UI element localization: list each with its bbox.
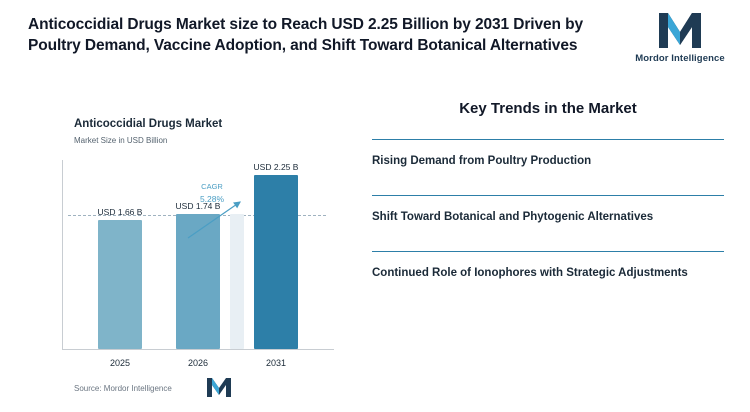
- mordor-logo-icon: [657, 10, 703, 50]
- chart-panel: [28, 108, 346, 404]
- key-trends-panel: [372, 100, 724, 307]
- cagr-value: 5.28%: [199, 194, 225, 204]
- page-title: Anticoccidial Drugs Market size to Reach USD 2.25 Billion by 2031 Driven by Poultry Demand, Vaccine Adoption, and Shift Toward Botanical Alternatives: [28, 16, 583, 55]
- bar-value-2031: USD 2.25 B: [253, 162, 299, 172]
- trend-label-2: Shift Toward Botanical and Phytogenic Alternatives: [372, 211, 654, 223]
- x-tick-2026: 2026: [187, 358, 209, 368]
- chart-subtitle: Market Size in USD Billion: [74, 136, 168, 145]
- trend-item-1: [372, 139, 724, 195]
- x-tick-2031: 2031: [265, 358, 287, 368]
- bar-value-2025: USD 1.66 B: [97, 207, 143, 217]
- brand-logo: [632, 10, 728, 64]
- mordor-mark-icon: [206, 376, 232, 398]
- trend-label-1: Rising Demand from Poultry Production: [372, 155, 592, 167]
- trend-label-3: Continued Role of Ionophores with Strategic Adjustments: [372, 267, 688, 279]
- chart-plot-area: [62, 160, 334, 350]
- source-note: Source: Mordor Intelligence: [74, 384, 172, 393]
- brand-name: Mordor Intelligence: [635, 53, 725, 64]
- chart-title: Anticoccidial Drugs Market: [74, 118, 223, 130]
- trend-item-3: [372, 251, 724, 307]
- page-header: [0, 0, 750, 92]
- cagr-caption: CAGR: [201, 182, 223, 191]
- cagr-arrow-icon: [62, 160, 334, 350]
- x-tick-2025: 2025: [109, 358, 131, 368]
- bar-value-2026: USD 1.74 B: [175, 201, 221, 211]
- key-trends-title: Key Trends in the Market: [459, 100, 637, 117]
- trend-item-2: [372, 195, 724, 251]
